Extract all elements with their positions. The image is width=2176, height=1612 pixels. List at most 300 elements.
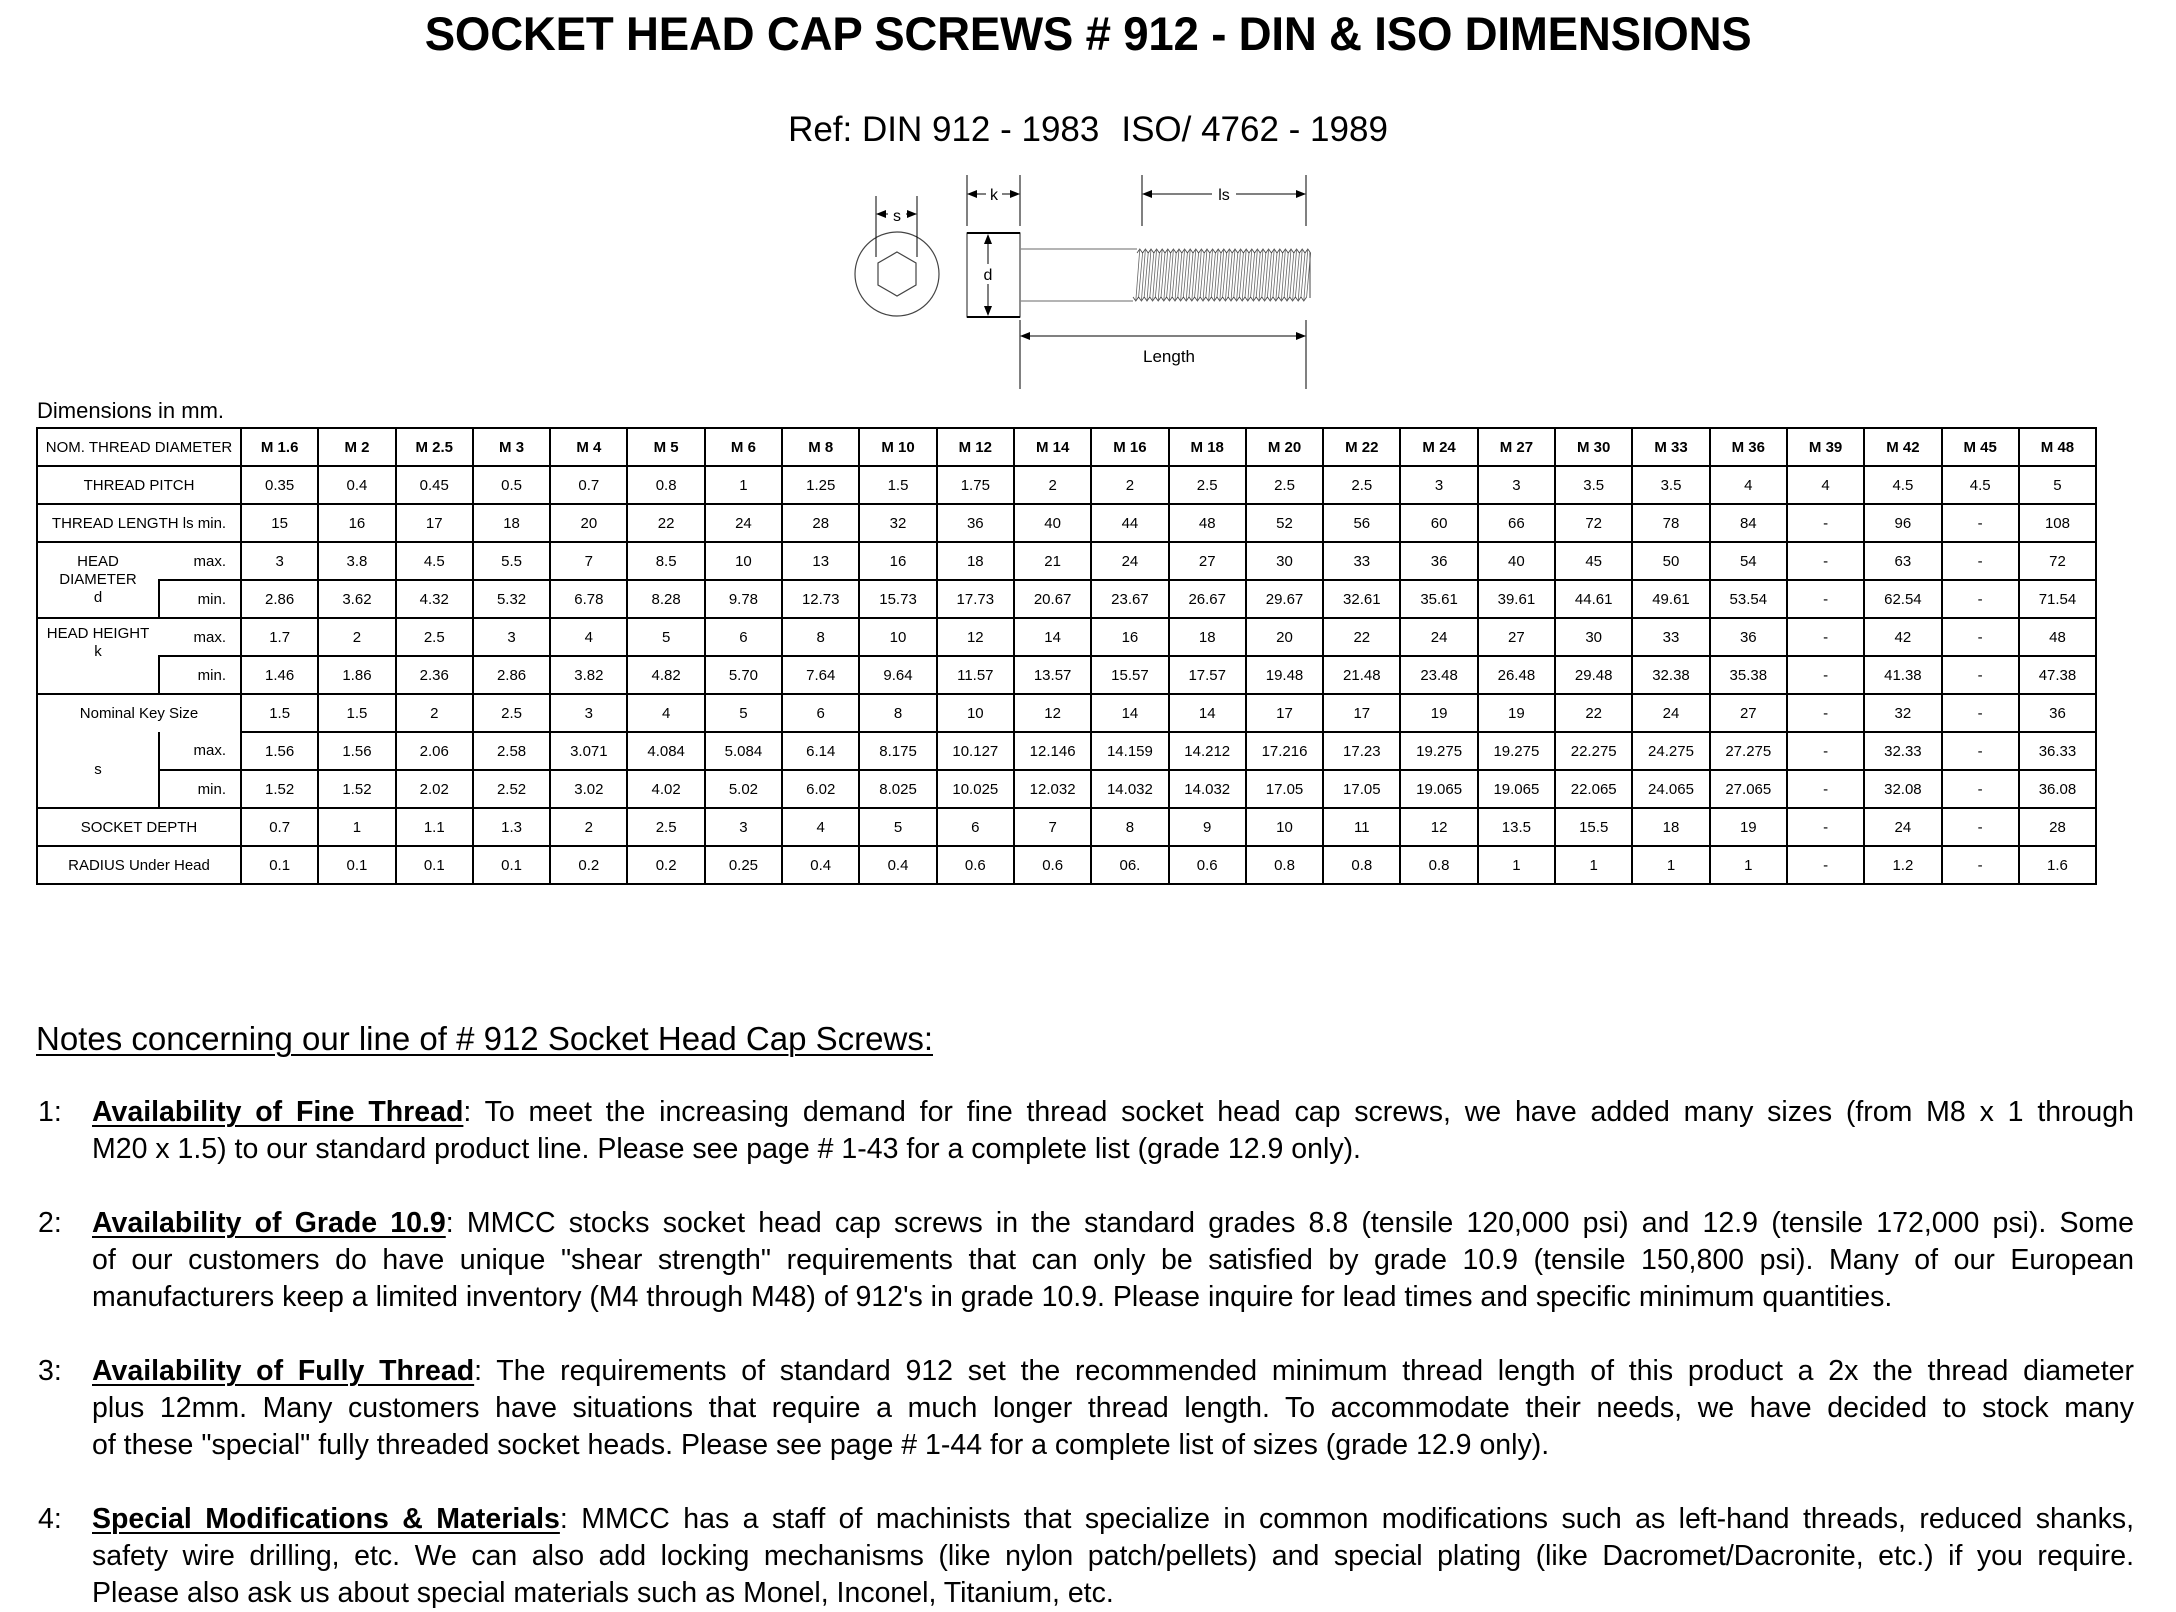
table-cell: 3 (473, 618, 550, 656)
table-cell: 8 (1091, 808, 1168, 846)
screw-diagram (840, 160, 1340, 400)
table-cell: 5 (2019, 466, 2096, 504)
table-cell: 60 (1400, 504, 1477, 542)
table-cell: 62.54 (1864, 580, 1941, 618)
units-note: Dimensions in mm. (37, 398, 225, 423)
table-cell: 0.7 (550, 466, 627, 504)
table-cell: 96 (1864, 504, 1941, 542)
table-cell: 4 (1787, 466, 1864, 504)
table-cell: 33 (1632, 618, 1709, 656)
table-cell: 0.1 (318, 846, 395, 884)
table-cell: - (1942, 694, 2019, 732)
table-cell: 48 (2019, 618, 2096, 656)
sub-label-min: min. (159, 580, 241, 618)
table-cell: 6 (705, 618, 782, 656)
table-cell: 1 (1555, 846, 1632, 884)
table-cell: - (1942, 580, 2019, 618)
din-reference: Ref: DIN 912 - 1983 (788, 110, 1100, 149)
size-header: M 24 (1400, 428, 1477, 466)
table-cell: 0.25 (705, 846, 782, 884)
table-cell: 5 (705, 694, 782, 732)
table-cell: 8.28 (627, 580, 704, 618)
table-cell: 5 (627, 618, 704, 656)
table-cell: 3.5 (1555, 466, 1632, 504)
table-cell: 1.6 (2019, 846, 2096, 884)
table-cell: 19 (1400, 694, 1477, 732)
table-cell: 0.4 (859, 846, 936, 884)
size-header: M 6 (705, 428, 782, 466)
table-cell: 32.08 (1864, 770, 1941, 808)
note-text: : The requirements of standard 912 set the recommended minimum thread length of this product a 2x the thread diameter (474, 1355, 2134, 1387)
table-cell: 14 (1014, 618, 1091, 656)
table-cell: 14 (1169, 694, 1246, 732)
table-cell: 0.6 (937, 846, 1014, 884)
size-header: M 12 (937, 428, 1014, 466)
row-label: THREAD PITCH (37, 466, 241, 504)
row-label-part: HEAD HEIGHT (46, 625, 150, 642)
head-circle (855, 232, 939, 316)
note-body (92, 1353, 2134, 1464)
note-line: of our customers do have unique "shear strength" requirements that can only be satisfied by grade 10.9 (tensile 150,800 psi). Many of our European (92, 1244, 2134, 1276)
note-text: : To meet the increasing demand for fine thread socket head cap screws, we have added many sizes (from M8 x 1 through (463, 1096, 2134, 1128)
table-cell: 39.61 (1478, 580, 1555, 618)
table-cell: 15.57 (1091, 656, 1168, 694)
table-cell: 4.5 (396, 542, 473, 580)
table-cell: 11.57 (937, 656, 1014, 694)
sub-label-min: min. (159, 770, 241, 808)
table-cell: 5.084 (705, 732, 782, 770)
table-cell: 5.70 (705, 656, 782, 694)
size-header: M 30 (1555, 428, 1632, 466)
table-cell: 24 (1400, 618, 1477, 656)
size-header: M 5 (627, 428, 704, 466)
table-cell: 14.212 (1169, 732, 1246, 770)
page-title: SOCKET HEAD CAP SCREWS # 912 - DIN & ISO DIMENSIONS (424, 7, 1752, 60)
table-cell: 32.33 (1864, 732, 1941, 770)
table-cell: 16 (859, 542, 936, 580)
table-cell: 3.8 (318, 542, 395, 580)
table-cell: 24 (1864, 808, 1941, 846)
table-cell: 17.05 (1246, 770, 1323, 808)
table-cell: 1.5 (859, 466, 936, 504)
table-row-head-diameter-min (37, 580, 2096, 618)
table-cell: 49.61 (1632, 580, 1709, 618)
table-cell: 6.78 (550, 580, 627, 618)
table-cell: 1.1 (396, 808, 473, 846)
table-cell: 6.02 (782, 770, 859, 808)
table-cell: 7.64 (782, 656, 859, 694)
note-line (92, 1353, 2134, 1390)
table-cell: 1.5 (318, 694, 395, 732)
table-cell: 23.48 (1400, 656, 1477, 694)
table-row-key-size-min (37, 770, 2096, 808)
table-cell: 22 (1555, 694, 1632, 732)
size-header: M 48 (2019, 428, 2096, 466)
table-cell: 16 (1091, 618, 1168, 656)
ls-label: ls (1218, 187, 1230, 204)
table-cell: 2.58 (473, 732, 550, 770)
table-cell: 4.02 (627, 770, 704, 808)
table-cell: - (1942, 618, 2019, 656)
note-heading: Availability of Fine Thread (92, 1096, 464, 1128)
table-cell: 3.5 (1632, 466, 1709, 504)
note-line: M20 x 1.5) to our standard product line. Please see page # 1-43 for a complete list (grade 12.9 only). (92, 1133, 1361, 1165)
thread-line (1136, 249, 1311, 301)
table-cell: 0.8 (627, 466, 704, 504)
table-cell: 36 (937, 504, 1014, 542)
table-cell: 8.5 (627, 542, 704, 580)
row-label: THREAD LENGTH ls min. (37, 504, 241, 542)
table-cell: 2 (1091, 466, 1168, 504)
table-cell: 41.38 (1864, 656, 1941, 694)
table-header-row (37, 428, 2096, 466)
table-cell: 42 (1864, 618, 1941, 656)
table-cell: 12.73 (782, 580, 859, 618)
table-cell: 4 (550, 618, 627, 656)
table-cell: 0.8 (1246, 846, 1323, 884)
table-cell: 17.05 (1323, 770, 1400, 808)
note-number: 2: (38, 1207, 62, 1239)
table-cell: 30 (1555, 618, 1632, 656)
note-line (92, 1094, 2134, 1131)
table-cell: 9 (1169, 808, 1246, 846)
table-cell: 5.5 (473, 542, 550, 580)
table-cell: 78 (1632, 504, 1709, 542)
table-cell: 9.64 (859, 656, 936, 694)
table-cell: 10 (1246, 808, 1323, 846)
table-cell: 1.25 (782, 466, 859, 504)
table-cell: 6 (937, 808, 1014, 846)
table-cell: 36 (2019, 694, 2096, 732)
table-cell: 3.62 (318, 580, 395, 618)
table-cell: 19.275 (1478, 732, 1555, 770)
row-label-part: d (93, 589, 103, 606)
table-cell: 2.5 (473, 694, 550, 732)
table-cell: 2.06 (396, 732, 473, 770)
table-cell: 56 (1323, 504, 1400, 542)
table-cell: - (1787, 846, 1864, 884)
table-cell: 17 (396, 504, 473, 542)
table-cell: 3.02 (550, 770, 627, 808)
table-cell: 14 (1091, 694, 1168, 732)
table-cell: - (1942, 542, 2019, 580)
thread-section (1133, 249, 1311, 301)
table-cell: 9.78 (705, 580, 782, 618)
table-cell: 2.5 (1169, 466, 1246, 504)
table-cell: 22 (1323, 618, 1400, 656)
row-label-head-diameter (37, 542, 159, 618)
table-cell: 0.2 (550, 846, 627, 884)
table-cell: 28 (2019, 808, 2096, 846)
table-cell: 4.5 (1864, 466, 1941, 504)
table-cell: - (1942, 656, 2019, 694)
table-cell: 29.67 (1246, 580, 1323, 618)
note-text: : MMCC stocks socket head cap screws in the standard grades 8.8 (tensile 120,000 psi) and 12.9 (tensile 172,000 psi). Some (445, 1207, 2134, 1239)
table-cell: 20 (550, 504, 627, 542)
table-cell: 17 (1323, 694, 1400, 732)
table-cell: 24 (1091, 542, 1168, 580)
table-cell: - (1942, 732, 2019, 770)
table-cell: 1.46 (241, 656, 318, 694)
table-cell: 8.025 (859, 770, 936, 808)
s-label: s (893, 208, 901, 225)
table-cell: 0.2 (627, 846, 704, 884)
table-cell: 2.36 (396, 656, 473, 694)
table-cell: 72 (2019, 542, 2096, 580)
size-header: M 8 (782, 428, 859, 466)
note-line: of these "special" fully threaded socket heads. Please see page # 1-44 for a complete list of sizes (grade 12.9 only). (92, 1429, 1550, 1461)
note-line (92, 1501, 2134, 1538)
note-text: : MMCC has a staff of machinists that specialize in common modifications such as left-hand threads, reduced shanks, (559, 1503, 2134, 1535)
table-cell: 1.86 (318, 656, 395, 694)
table-cell: 3 (1400, 466, 1477, 504)
table-cell: 3 (241, 542, 318, 580)
table-cell: 1.7 (241, 618, 318, 656)
table-cell: 63 (1864, 542, 1941, 580)
table-cell: 2.5 (1246, 466, 1323, 504)
table-cell: 0.6 (1014, 846, 1091, 884)
table-cell: 26.67 (1169, 580, 1246, 618)
table-row-head-height-min (37, 656, 2096, 694)
length-label: Length (1143, 347, 1195, 366)
table-cell: 16 (318, 504, 395, 542)
table-row-head-height-max (37, 618, 2096, 656)
table-cell: 1 (1632, 846, 1709, 884)
table-cell: 4.5 (1942, 466, 2019, 504)
table-cell: 2 (1014, 466, 1091, 504)
table-cell: 22 (627, 504, 704, 542)
note-number: 4: (38, 1503, 62, 1535)
table-cell: 24.065 (1632, 770, 1709, 808)
note-number: 3: (38, 1355, 62, 1387)
table-row-key-size-nominal (37, 694, 2096, 732)
sub-label-max: max. (159, 732, 241, 770)
table-cell: 10 (705, 542, 782, 580)
table-row-radius (37, 846, 2096, 884)
table-cell: 5.02 (705, 770, 782, 808)
table-cell: 2.5 (396, 618, 473, 656)
size-header: M 16 (1091, 428, 1168, 466)
table-cell: 71.54 (2019, 580, 2096, 618)
note-heading: Availability of Grade 10.9 (92, 1207, 446, 1239)
table-cell: 7 (1014, 808, 1091, 846)
table-cell: 3 (1478, 466, 1555, 504)
table-cell: 24.275 (1632, 732, 1709, 770)
table-cell: 1.5 (241, 694, 318, 732)
table-cell: 40 (1014, 504, 1091, 542)
row-label-s: s (37, 732, 159, 808)
table-cell: 1.52 (241, 770, 318, 808)
table-cell: 4 (782, 808, 859, 846)
d-label: d (983, 267, 993, 284)
table-cell: 14.032 (1169, 770, 1246, 808)
table-cell: 2.86 (241, 580, 318, 618)
table-cell: 0.6 (1169, 846, 1246, 884)
table-cell: 19.275 (1400, 732, 1477, 770)
table-cell: 0.1 (241, 846, 318, 884)
note-line: safety wire drilling, etc. We can also add locking mechanisms (like nylon patch/pellets) and special plating (like Dacromet/Dacronite, etc.) if you require. (92, 1540, 2134, 1572)
table-cell: 21 (1014, 542, 1091, 580)
table-cell: 10 (937, 694, 1014, 732)
table-cell: 19 (1478, 694, 1555, 732)
size-header: M 39 (1787, 428, 1864, 466)
table-cell: 44.61 (1555, 580, 1632, 618)
table-row-thread-length (37, 504, 2096, 542)
size-header: M 4 (550, 428, 627, 466)
table-cell: 0.8 (1400, 846, 1477, 884)
table-cell: 7 (550, 542, 627, 580)
row-label-part: DIAMETER (59, 571, 137, 588)
table-cell: 72 (1555, 504, 1632, 542)
size-header: M 36 (1710, 428, 1787, 466)
table-cell: - (1942, 504, 2019, 542)
notes-heading: Notes concerning our line of # 912 Socket Head Cap Screws: (36, 1020, 933, 1057)
note-heading: Availability of Fully Thread (92, 1355, 475, 1387)
table-cell: 21.48 (1323, 656, 1400, 694)
table-cell: 26.48 (1478, 656, 1555, 694)
table-row-key-size-max (37, 732, 2096, 770)
table-cell: 6.14 (782, 732, 859, 770)
sub-label-min: min. (159, 656, 241, 694)
table-cell: 2.52 (473, 770, 550, 808)
row-label-head-height (37, 618, 159, 694)
table-cell: 32.61 (1323, 580, 1400, 618)
note-number: 1: (38, 1096, 62, 1128)
table-cell: 15.73 (859, 580, 936, 618)
table-cell: 13.5 (1478, 808, 1555, 846)
row-label: RADIUS Under Head (37, 846, 241, 884)
table-cell: - (1942, 846, 2019, 884)
table-cell: 20.67 (1014, 580, 1091, 618)
hex-socket-icon (878, 252, 916, 296)
table-cell: 8 (782, 618, 859, 656)
table-cell: 0.4 (318, 466, 395, 504)
table-cell: 40 (1478, 542, 1555, 580)
table-cell: 19.065 (1478, 770, 1555, 808)
table-cell: 50 (1632, 542, 1709, 580)
table-cell: 6 (782, 694, 859, 732)
table-cell: 84 (1710, 504, 1787, 542)
table-cell: 0.1 (396, 846, 473, 884)
table-cell: 2.5 (627, 808, 704, 846)
table-cell: 2 (396, 694, 473, 732)
table-cell: 48 (1169, 504, 1246, 542)
table-cell: 23.67 (1091, 580, 1168, 618)
table-cell: 47.38 (2019, 656, 2096, 694)
iso-reference: ISO/ 4762 - 1989 (1121, 110, 1388, 149)
note-line: plus 12mm. Many customers have situations that require a much longer thread length. To accommodate their needs, we have decided to stock many (92, 1392, 2134, 1424)
table-cell: 4 (1710, 466, 1787, 504)
table-cell: 35.38 (1710, 656, 1787, 694)
table-cell: 3.071 (550, 732, 627, 770)
table-cell: 44 (1091, 504, 1168, 542)
header-label: NOM. THREAD DIAMETER (37, 428, 241, 466)
table-cell: - (1942, 808, 2019, 846)
table-cell: 1.56 (241, 732, 318, 770)
table-row-head-diameter-max (37, 542, 2096, 580)
size-header: M 18 (1169, 428, 1246, 466)
table-cell: 4.32 (396, 580, 473, 618)
table-cell: 30 (1246, 542, 1323, 580)
table-cell: 17.23 (1323, 732, 1400, 770)
note-body (92, 1094, 2134, 1168)
table-cell: 10.127 (937, 732, 1014, 770)
table-cell: 3 (550, 694, 627, 732)
row-label-part: HEAD (77, 553, 119, 570)
table-cell: 18 (1169, 618, 1246, 656)
table-cell: 11 (1323, 808, 1400, 846)
table-cell: 17.57 (1169, 656, 1246, 694)
table-cell: 36.08 (2019, 770, 2096, 808)
table-cell: 4.084 (627, 732, 704, 770)
table-cell: 0.8 (1323, 846, 1400, 884)
table-cell: 53.54 (1710, 580, 1787, 618)
table-cell: - (1787, 770, 1864, 808)
table-cell: 06. (1091, 846, 1168, 884)
reference-standards (0, 108, 2176, 152)
size-header: M 1.6 (241, 428, 318, 466)
table-cell: 27.275 (1710, 732, 1787, 770)
table-cell: 32.38 (1632, 656, 1709, 694)
table-cell: 35.61 (1400, 580, 1477, 618)
size-header: M 2.5 (396, 428, 473, 466)
table-cell: 32 (859, 504, 936, 542)
size-header: M 14 (1014, 428, 1091, 466)
table-cell: 3 (705, 808, 782, 846)
note-body (92, 1205, 2134, 1316)
table-cell: 15 (241, 504, 318, 542)
table-cell: 24 (705, 504, 782, 542)
table-cell: 33 (1323, 542, 1400, 580)
table-cell: - (1787, 542, 1864, 580)
table-cell: - (1787, 732, 1864, 770)
socket-end-view (855, 196, 939, 316)
table-cell: 66 (1478, 504, 1555, 542)
table-cell: 36.33 (2019, 732, 2096, 770)
table-cell: - (1787, 618, 1864, 656)
table-cell: - (1942, 770, 2019, 808)
table-cell: 29.48 (1555, 656, 1632, 694)
table-cell: - (1787, 580, 1864, 618)
table-cell: 12.146 (1014, 732, 1091, 770)
table-cell: 17.216 (1246, 732, 1323, 770)
table-cell: 5 (859, 808, 936, 846)
size-header: M 20 (1246, 428, 1323, 466)
table-cell: 10 (859, 618, 936, 656)
table-cell: 0.1 (473, 846, 550, 884)
table-cell: 13.57 (1014, 656, 1091, 694)
table-cell: 18 (473, 504, 550, 542)
table-cell: 22.275 (1555, 732, 1632, 770)
table-cell: 19.065 (1400, 770, 1477, 808)
size-header: M 3 (473, 428, 550, 466)
table-cell: 19.48 (1246, 656, 1323, 694)
table-cell: 18 (937, 542, 1014, 580)
row-label: SOCKET DEPTH (37, 808, 241, 846)
table-cell: 17 (1246, 694, 1323, 732)
table-cell: 1.75 (937, 466, 1014, 504)
table-cell: 27 (1710, 694, 1787, 732)
table-cell: - (1787, 808, 1864, 846)
dimensions-table (36, 427, 2097, 885)
table-cell: 8 (859, 694, 936, 732)
table-cell: 1.2 (1864, 846, 1941, 884)
sub-label-max: max. (159, 618, 241, 656)
table-cell: 1.52 (318, 770, 395, 808)
table-cell: 27 (1169, 542, 1246, 580)
sub-label-max: max. (159, 542, 241, 580)
table-cell: 1 (1710, 846, 1787, 884)
